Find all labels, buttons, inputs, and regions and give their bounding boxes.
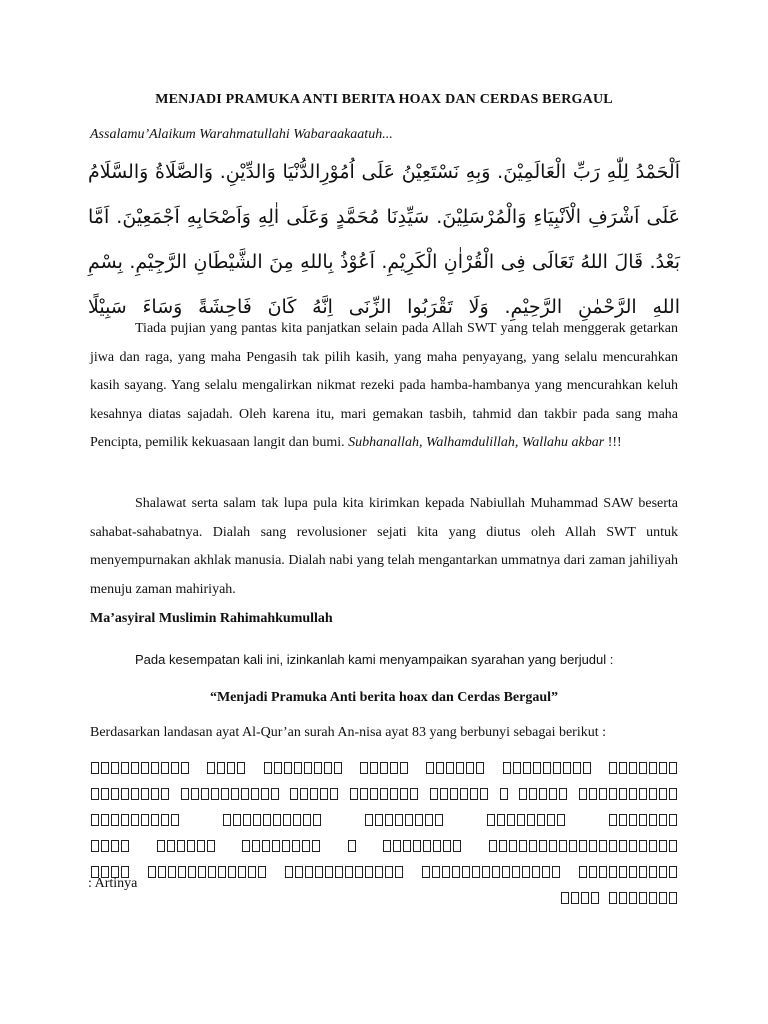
paragraph-praise (90, 315, 678, 458)
tofu-word (364, 814, 444, 829)
tofu-word (502, 762, 592, 777)
quran-basis-text: Berdasarkan landasan ayat Al-Qur’an surah An-nisa ayat 83 yang berbunyi sebagai berikut : (90, 725, 607, 740)
tofu-word (486, 814, 566, 829)
tofu-word (289, 788, 339, 803)
section-heading: Ma’asyiral Muslimin Rahimahkumullah (90, 611, 333, 626)
tofu-word (284, 866, 404, 881)
quran-verse-unrendered (90, 757, 678, 913)
tofu-word (222, 814, 322, 829)
document-title: MENJADI PRAMUKA ANTI BERITA HOAX DAN CERDAS BERGAUL (155, 92, 613, 107)
paragraph-praise-end: !!! (607, 435, 622, 450)
tofu-word (578, 866, 678, 881)
greeting: Assalamu’Alaikum Warahmatullahi Wabaraakaatuh... (90, 127, 393, 142)
tofu-word (206, 762, 246, 777)
tofu-word (608, 762, 678, 777)
paragraph-shalawat-text: Shalawat serta salam tak lupa pula kita kirimkan kepada Nabiullah Muhammad SAW beserta sahabat-sahabatnya. Dialah sang revolusioner sejati kita yang diutus oleh Allah SWT untuk menyempurnakan akhlak manusia. Dialah nabi yang telah mengantarkan ummatnya dari zaman jahiliyah menuju zaman mahiriyah. (90, 496, 678, 597)
tofu-word (263, 762, 343, 777)
tofu-word (429, 788, 489, 803)
tofu-word (359, 762, 409, 777)
tofu-word (147, 866, 267, 881)
tofu-word (90, 840, 130, 855)
arabic-opening-prayer: اَلْحَمْدُ لِلّٰهِ رَبِّ الْعَالَمِيْنَ. وَبِهِ نَسْتَعِيْنُ عَلَى اُمُوْرِالدُّنْيَا وَالدِّيْنِ. وَالصَّلَاةُ وَالسَّلَامُ عَلَى اَشْرَفِ الْاَنْبِيَاءِ وَالْمُرْسَلِيْنَ. سَيِّدِنَا مُحَمَّدٍ وَعَلَى اٰلِهِ وَاَصْحَابِهِ اَجْمَعِيْنَ. اَمَّا بَعْدُ. قَالَ اللهُ تَعَالَى فِى الْقُرْاٰنِ الْكَرِيْمِ. اَعُوْذُ بِاللهِ مِنَ الشَّيْطَانِ الرَّجِيْمِ. بِسْمِ اللهِ الرَّحْمٰنِ الرَّحِيْمِ. وَلَا تَقْرَبُوا الزِّنَى اِنَّهُ كَانَ فَاحِشَةً وَسَاءَ سَبِيْلًا (88, 161, 680, 318)
tofu-word (578, 788, 678, 803)
tofu-word (518, 788, 568, 803)
tofu-word (156, 840, 216, 855)
tofu-word (241, 840, 321, 855)
tofu-word (90, 814, 180, 829)
tofu-word (425, 762, 485, 777)
tofu-word (560, 892, 600, 907)
tofu-word (608, 814, 678, 829)
tofu-word (421, 866, 561, 881)
tofu-word (90, 788, 170, 803)
paragraph-praise-text: Tiada pujian yang pantas kita panjatkan selain pada Allah SWT yang telah menggerak getarkan jiwa dan raga, yang maha Pengasih tak pilih kasih, yang maha penyayang, yang selalu mencurahkan kasih sayang. Yang selalu mengalirkan nikmat rezeki pada hamba-hambanya yang mencurahkan keluh kesahnya diatas sajadah. Oleh karena itu, mari gemakan tasbih, tahmid dan takbir pada sang maha Pencipta, pemilik kekuasaan langit dan bumi. (90, 321, 678, 450)
tofu-word (499, 788, 509, 803)
tofu-word (349, 788, 419, 803)
tofu-word (180, 788, 280, 803)
speech-intro: Pada kesempatan kali ini, izinkanlah kami menyampaikan syarahan yang berjudul : (135, 652, 614, 667)
tofu-word (90, 762, 190, 777)
artinya-label: : Artinya (88, 876, 138, 891)
paragraph-praise-italic: Subhanallah, Walhamdulillah, Wallahu akbar (348, 435, 605, 450)
speech-title: “Menjadi Pramuka Anti berita hoax dan Cerdas Bergaul” (209, 690, 559, 705)
paragraph-shalawat (90, 490, 678, 604)
tofu-word (488, 840, 678, 855)
tofu-word (347, 840, 357, 855)
tofu-word (608, 892, 678, 907)
tofu-word (382, 840, 462, 855)
